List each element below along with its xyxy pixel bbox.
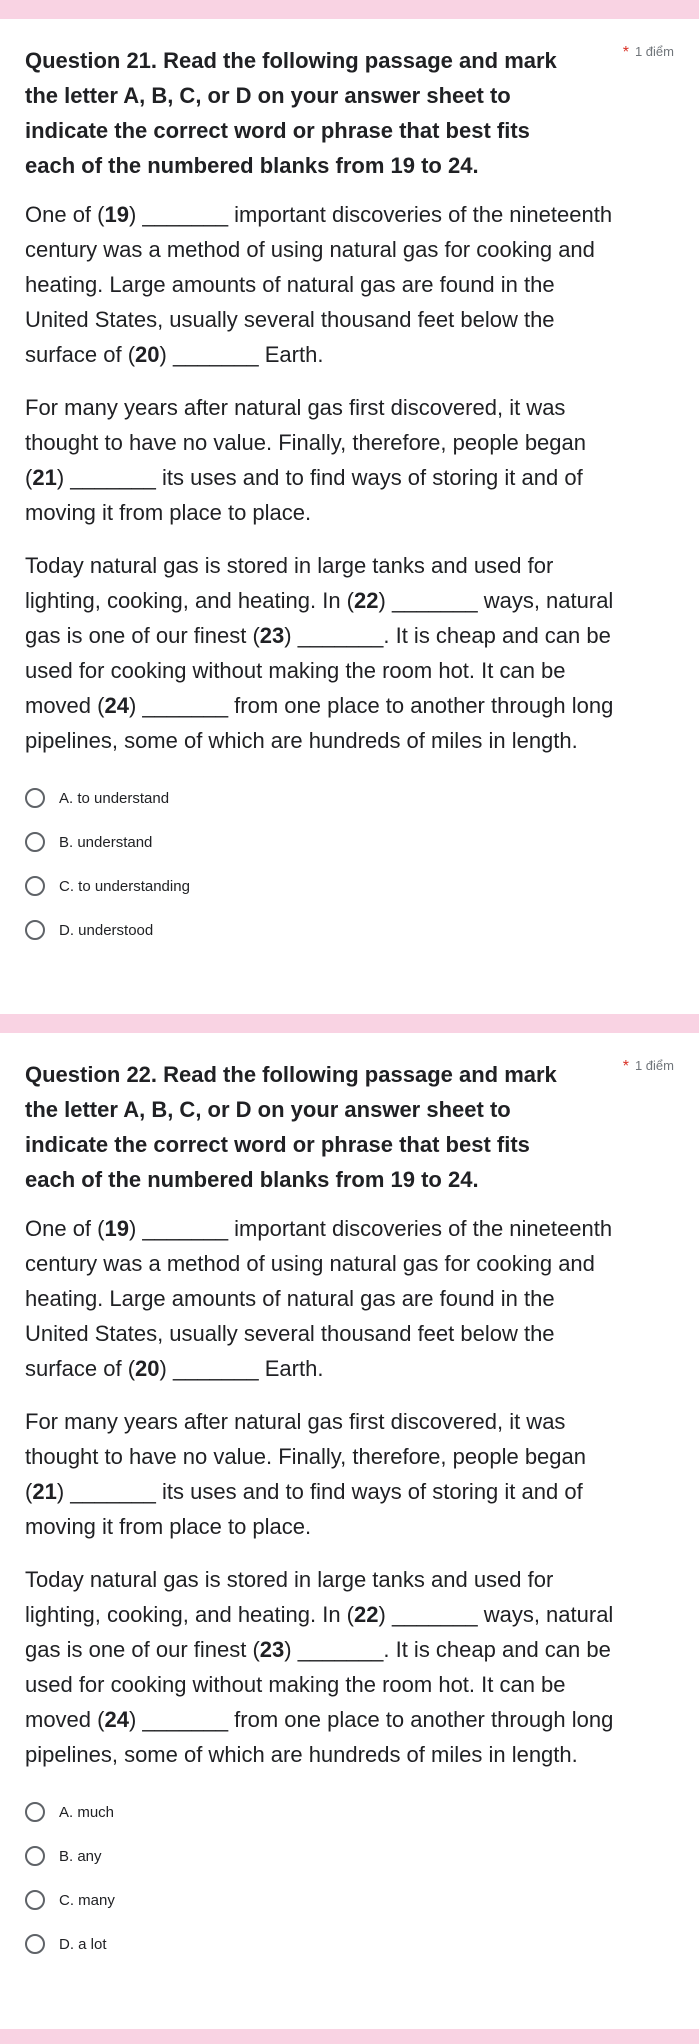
option-a[interactable] [25, 776, 674, 820]
option-label: C. to understanding [59, 877, 190, 895]
question-header [25, 43, 674, 183]
passage-paragraph: One of (19) _______ important discoveries of the nineteenth century was a method of using natural gas for cooking and heating. Large amounts of natural gas are found in the United States, usually several thousand feet below the surface of (20) _______ Earth. [25, 1216, 613, 1381]
radio-button[interactable] [25, 788, 45, 808]
blank-number: 23 [259, 1637, 285, 1662]
option-d[interactable] [25, 1922, 674, 1966]
passage-paragraph: For many years after natural gas first discovered, it was thought to have no value. Finally, therefore, people began (21) _______ its uses and to find ways of storing it and of moving it from place to place. [25, 395, 586, 525]
option-label: D. understood [59, 921, 154, 939]
radio-button[interactable] [25, 1934, 45, 1954]
radio-button[interactable] [25, 1846, 45, 1866]
radio-button[interactable] [25, 832, 45, 852]
option-label: B. any [59, 1847, 102, 1865]
passage-paragraph: Today natural gas is stored in large tanks and used for lighting, cooking, and heating. In (22) _______ ways, natural gas is one of our finest (23) _______. It is cheap and can be used for cooking without making the room hot. It can be moved (24) _______ from one place to another through long pipelines, some of which are hundreds of miles in length. [25, 1567, 614, 1767]
radio-button[interactable] [25, 876, 45, 896]
blank-number: 22 [354, 588, 379, 613]
question-title: Question 21. Read the following passage and mark the letter A, B, C, or D on your answer sheet to indicate the correct word or phrase that best fits each of the numbered blanks from 19 to 24. [25, 48, 557, 178]
passage [25, 1211, 674, 1772]
passage-paragraph: Today natural gas is stored in large tanks and used for lighting, cooking, and heating. In (22) _______ ways, natural gas is one of our finest (23) _______. It is cheap and can be used for cooking without making the room hot. It can be moved (24) _______ from one place to another through long pipelines, some of which are hundreds of miles in length. [25, 553, 614, 753]
option-c[interactable] [25, 1878, 674, 1922]
option-a[interactable] [25, 1790, 674, 1834]
answer-options [25, 1790, 674, 1966]
passage [25, 197, 674, 758]
option-label: A. to understand [59, 789, 170, 807]
option-label: B. understand [59, 833, 153, 851]
blank-number: 19 [104, 202, 129, 227]
points-label: 1 điểm [634, 1058, 674, 1073]
blank-number: 23 [259, 623, 285, 648]
blank-number: 24 [104, 1707, 129, 1732]
option-c[interactable] [25, 864, 674, 908]
radio-button[interactable] [25, 1890, 45, 1910]
option-b[interactable] [25, 1834, 674, 1878]
blank-number: 20 [135, 342, 160, 367]
question-header [25, 1057, 674, 1197]
radio-button[interactable] [25, 1802, 45, 1822]
option-d[interactable] [25, 908, 674, 952]
points-indicator [623, 44, 674, 62]
question-card [0, 1033, 699, 2029]
points-indicator [623, 1058, 674, 1076]
points-label: 1 điểm [634, 44, 674, 59]
answer-options [25, 776, 674, 952]
blank-number: 22 [354, 1602, 379, 1627]
option-label: D. a lot [59, 1935, 107, 1953]
question-card [0, 19, 699, 1014]
blank-number: 24 [104, 693, 129, 718]
passage-paragraph: For many years after natural gas first discovered, it was thought to have no value. Finally, therefore, people began (21) _______ its uses and to find ways of storing it and of moving it from place to place. [25, 1409, 586, 1539]
question-title: Question 22. Read the following passage and mark the letter A, B, C, or D on your answer sheet to indicate the correct word or phrase that best fits each of the numbered blanks from 19 to 24. [25, 1062, 557, 1192]
blank-number: 20 [135, 1356, 160, 1381]
blank-number: 21 [32, 1479, 57, 1504]
option-b[interactable] [25, 820, 674, 864]
option-label: C. many [59, 1891, 115, 1909]
option-label: A. much [59, 1803, 115, 1821]
required-asterisk: * [622, 1058, 629, 1075]
required-asterisk: * [622, 44, 629, 61]
passage-paragraph: One of (19) _______ important discoveries of the nineteenth century was a method of using natural gas for cooking and heating. Large amounts of natural gas are found in the United States, usually several thousand feet below the surface of (20) _______ Earth. [25, 202, 613, 367]
blank-number: 19 [104, 1216, 129, 1241]
radio-button[interactable] [25, 920, 45, 940]
blank-number: 21 [32, 465, 57, 490]
